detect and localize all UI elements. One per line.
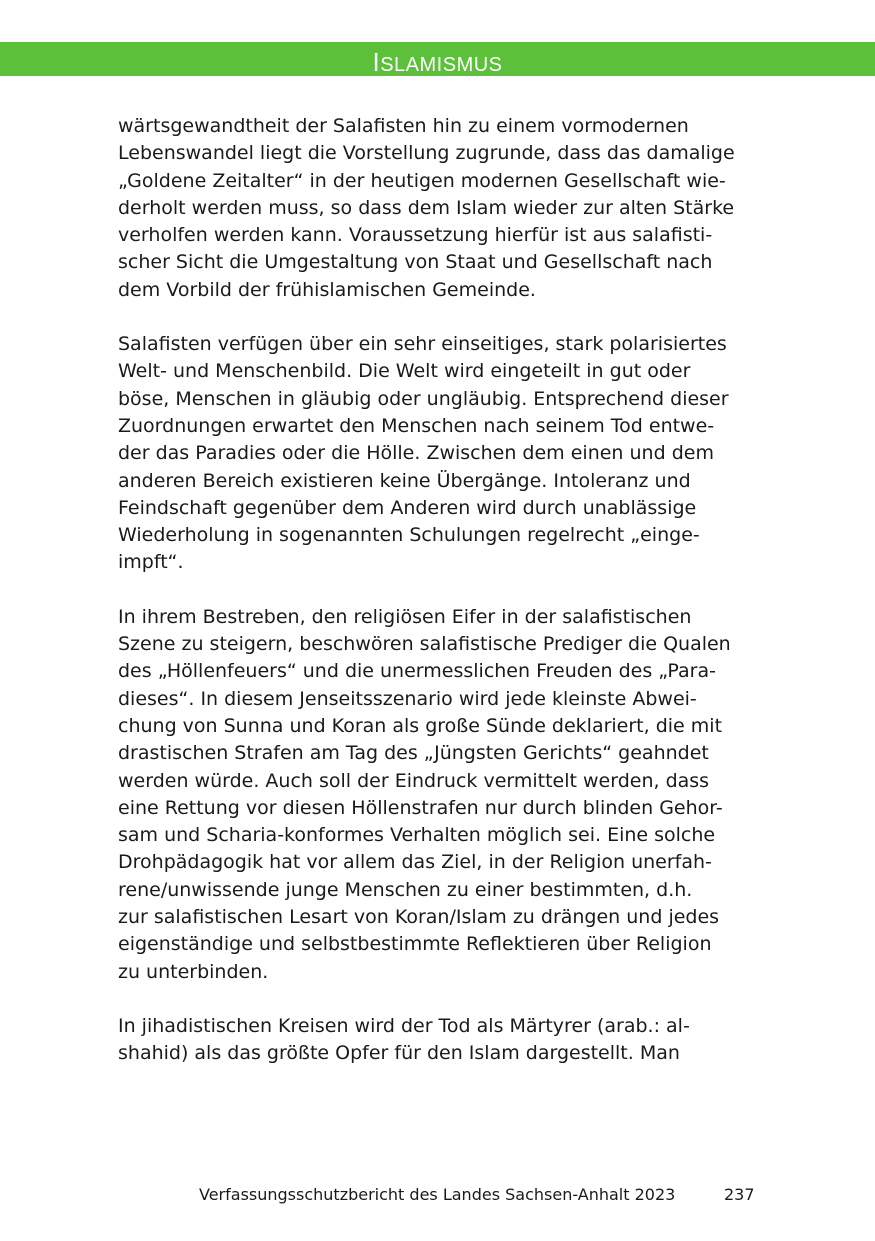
text-line: dem Vorbild der frühislamischen Gemeinde. — [118, 278, 536, 301]
paragraph — [118, 1013, 768, 1068]
text-line: zu unterbinden. — [118, 960, 269, 983]
text-line: Wiederholung in sogenannten Schulungen regelrecht „einge- — [118, 524, 700, 547]
text-line: scher Sicht die Umgestaltung von Staat und Gesellschaft nach — [118, 251, 713, 274]
text-line: dieses“. In diesem Jenseitsszenario wird jede kleinste Abwei- — [118, 687, 697, 710]
page-number: 237 — [724, 1185, 755, 1204]
text-line: Zuordnungen erwartet den Menschen nach seinem Tod entwe- — [118, 414, 715, 437]
text-line: chung von Sunna und Koran als große Sünde deklariert, die mit — [118, 714, 723, 737]
paragraph — [118, 113, 768, 304]
page-footer — [0, 1183, 875, 1207]
text-line: sam und Scharia-konformes Verhalten möglich sei. Eine solche — [118, 824, 716, 847]
text-line: Salafisten verfügen über ein sehr einseitiges, stark polarisiertes — [118, 333, 727, 356]
text-line: Szene zu steigern, beschwören salafistische Prediger die Qualen — [118, 633, 731, 656]
text-line: drastischen Strafen am Tag des „Jüngsten Gerichts“ geahndet — [118, 742, 709, 765]
body-text — [118, 113, 768, 1095]
text-line: böse, Menschen in gläubig oder ungläubig. Entsprechend dieser — [118, 387, 729, 410]
text-line: Feindschaft gegenüber dem Anderen wird durch unablässige — [118, 496, 697, 519]
text-line: des „Höllenfeuers“ und die unermesslichen Freuden des „Para- — [118, 660, 716, 683]
text-line: Welt- und Menschenbild. Die Welt wird eingeteilt in gut oder — [118, 360, 691, 383]
footer-publication-title: Verfassungsschutzbericht des Landes Sachsen-Anhalt 2023 — [199, 1185, 676, 1204]
text-line: derholt werden muss, so dass dem Islam wieder zur alten Stärke — [118, 196, 735, 219]
text-line: wärtsgewandtheit der Salafisten hin zu einem vormodernen — [118, 115, 689, 137]
text-line: eigenständige und selbstbestimmte Reflektieren über Religion — [118, 933, 712, 956]
text-line: impft“. — [118, 551, 184, 574]
text-line: Drohpädagogik hat vor allem das Ziel, in der Religion unerfah- — [118, 851, 712, 874]
text-line: Lebenswandel liegt die Vorstellung zugrunde, dass das damalige — [118, 142, 735, 165]
section-title: ISLAMISMUS — [372, 47, 503, 77]
paragraph — [118, 604, 768, 986]
text-line: verholfen werden kann. Voraussetzung hierfür ist aus salafisti- — [118, 224, 713, 247]
text-line: „Goldene Zeitalter“ in der heutigen modernen Gesellschaft wie- — [118, 169, 726, 192]
text-line: werden würde. Auch soll der Eindruck vermittelt werden, dass — [118, 769, 710, 792]
text-line: rene/unwissende junge Menschen zu einer bestimmten, d.h. — [118, 878, 693, 901]
paragraph — [118, 331, 768, 577]
text-line: shahid) als das größte Opfer für den Islam dargestellt. Man — [118, 1042, 680, 1065]
text-line: In jihadistischen Kreisen wird der Tod als Märtyrer (arab.: al- — [118, 1014, 690, 1037]
text-line: In ihrem Bestreben, den religiösen Eifer in der salafistischen — [118, 605, 692, 628]
text-line: zur salafistischen Lesart von Koran/Islam zu drängen und jedes — [118, 906, 720, 929]
text-line: anderen Bereich existieren keine Übergänge. Intoleranz und — [118, 469, 691, 492]
text-line: eine Rettung vor diesen Höllenstrafen nur durch blinden Gehor- — [118, 796, 723, 819]
text-line: der das Paradies oder die Hölle. Zwischen dem einen und dem — [118, 442, 714, 465]
